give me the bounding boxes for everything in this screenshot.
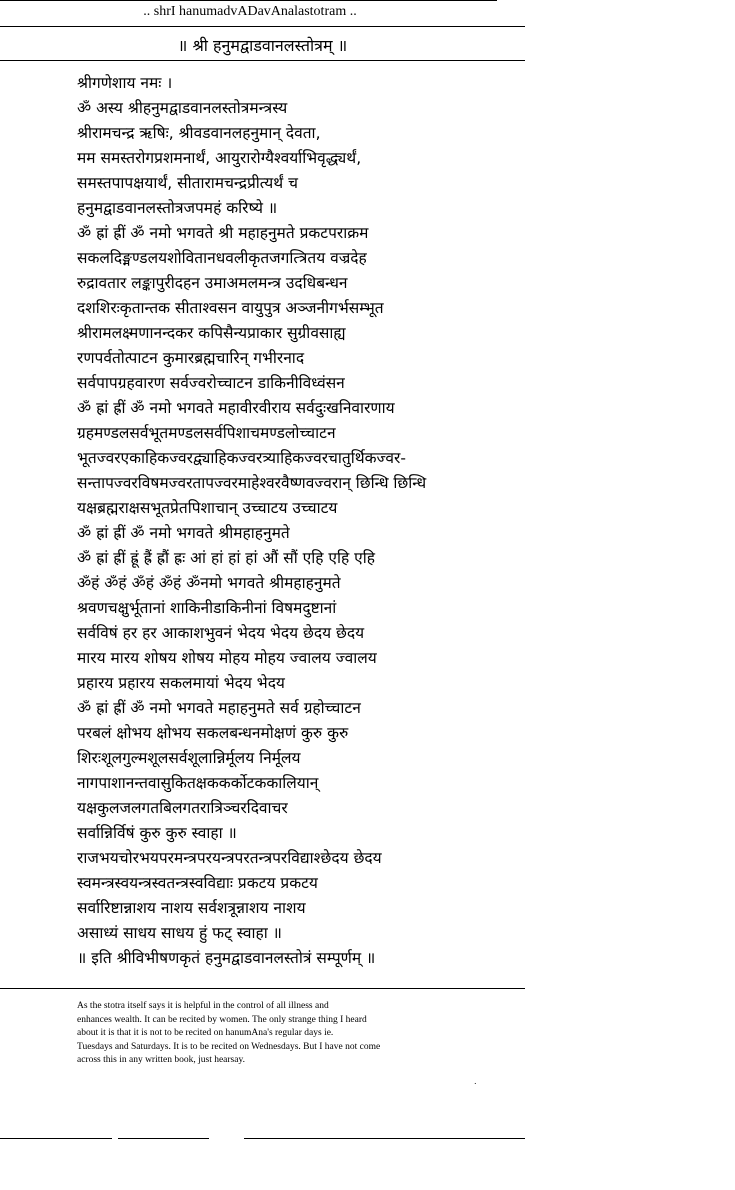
verse-line: ॐ ह्रां ह्रीं ॐ नमो भगवते श्री महाहनुमते प्रकटपराक्रम [77,224,369,242]
verse-line: श्रीरामलक्ष्मणानन्दकर कपिसैन्यप्राकार सुग्रीवसाह्य [77,324,346,342]
verse-line: श्रीगणेशाय नमः । [77,74,173,92]
top-rule [0,0,497,1]
header-rule-lower [0,60,525,61]
verse-line: सर्वान्निर्विषं कुरु कुरु स्वाहा ॥ [77,824,237,842]
end-mark: . [474,1077,477,1086]
verse-line: यक्षब्रह्मराक्षसभूतप्रेतपिशाचान् उच्चाटय उच्चाटय [77,499,338,517]
verse-line: शिरःशूलगुल्मशूलसर्वशूलान्निर्मूलय निर्मूलय [77,749,301,767]
verse-line: परबलं क्षोभय क्षोभय सकलबन्धनमोक्षणं कुरु कुरु [77,724,349,742]
bottom-rule-1 [0,1138,112,1139]
verse-line: रुद्रावतार लङ्कापुरीदहन उमाअमलमन्त्र उदधिबन्धन [77,274,348,292]
verse-line: ॐहं ॐहं ॐहं ॐहं ॐनमो भगवते श्रीमहाहनुमते [77,574,341,592]
verse-line: हनुमद्वाडवानलस्तोत्रजपमहं करिष्ये ॥ [77,199,278,217]
footnote [77,1000,477,1068]
footnote-rule [0,988,525,989]
verse-line: ॐ ह्रां ह्रीं ॐ नमो भगवते महावीरवीराय सर्वदुःखनिवारणाय [77,399,395,417]
page-title: ॥ श्री हनुमद्वाडवानलस्तोत्रम् ॥ [177,36,348,55]
verse-line: सन्तापज्वरविषमज्वरतापज्वरमाहेश्वरवैष्णवज्वरान् छिन्धि छिन्धि [77,474,427,492]
verse-line: सर्वारिष्टान्नाशय नाशय सर्वशत्रून्नाशय नाशय [77,899,306,917]
verse-line: ॐ अस्य श्रीहनुमद्वाडवानलस्तोत्रमन्त्रस्य [77,99,288,117]
verse-line: ॐ ह्रां ह्रीं ॐ नमो भगवते श्रीमहाहनुमते [77,524,290,542]
bottom-rule-2 [118,1138,209,1139]
verse-line: मारय मारय शोषय शोषय मोहय मोहय ज्वालय ज्वालय [77,649,377,667]
verse-line: ॐ ह्रां ह्रीं ॐ नमो भगवते महाहनुमते सर्व ग्रहोच्चाटन [77,699,361,717]
footnote-line: Tuesdays and Saturdays. It is to be recited on Wednesdays. But I have not come [77,1041,381,1052]
verse-line: ॐ ह्रां ह्रीं ह्रूं ह्रैं ह्रौं ह्रः आं हां हां हां औं सौं एहि एहि एहि [77,549,375,567]
verse-line: सर्वपापग्रहवारण सर्वज्वरोच्चाटन डाकिनीविध्वंसन [77,374,345,392]
verse-line: दशशिरःकृतान्तक सीताश्वसन वायुपुत्र अञ्जनीगर्भसम्भूत [77,299,384,317]
verse-line: सकलदिङ्मण्डलयशोवितानधवलीकृतजगत्त्रितय वज्रदेह [77,249,367,267]
footnote-line: As the stotra itself says it is helpful in the control of all illness and [77,1001,329,1011]
verse-line: ग्रहमण्डलसर्वभूतमण्डलसर्वपिशाचमण्डलोच्चाटन [77,424,336,442]
bottom-rule-3 [244,1138,525,1139]
verse-line: श्रवणचक्षुर्भूतानां शाकिनीडाकिनीनां विषमदुष्टानां [77,599,337,617]
verse-line: राजभयचोरभयपरमन्त्रपरयन्त्रपरतन्त्रपरविद्याश्छेदय छेदय [77,849,382,867]
verse-line: समस्तपापक्षयार्थं, सीतारामचन्द्रप्रीत्यर्थं च [77,174,298,192]
stotra-text [77,71,727,971]
footnote-line: enhances wealth. It can be recited by women. The only strange thing I heard [77,1014,367,1025]
footnote-line: about it is that it is not to be recited on hanumAna's regular days ie. [77,1028,334,1039]
footnote-line: across this in any written book, just hearsay. [77,1055,245,1066]
verse-line: रणपर्वतोत्पाटन कुमारब्रह्मचारिन् गभीरनाद [77,349,305,367]
verse-line: नागपाशानन्तवासुकितक्षककर्कोटककालियान् [77,774,319,792]
verse-line: असाध्यं साधय साधय हुं फट् स्वाहा ॥ [77,924,282,942]
verse-line: स्वमन्त्रस्वयन्त्रस्वतन्त्रस्वविद्याः प्रकटय प्रकटय [77,874,318,892]
verse-line: मम समस्तरोगप्रशमनार्थं, आयुरारोग्यैश्वर्याभिवृद्ध्यर्थं, [77,149,362,167]
verse-line: यक्षकुलजलगतबिलगतरात्रिञ्चरदिवाचर [77,799,288,817]
verse-line: भूतज्वरएकाहिकज्वरद्व्याहिकज्वरत्र्याहिकज्वरचातुर्थिकज्वर- [77,449,406,467]
verse-line: प्रहारय प्रहारय सकलमायां भेदय भेदय [77,674,285,692]
verse-line: श्रीरामचन्द्र ऋषिः, श्रीवडवानलहनुमान् देवता, [77,124,321,142]
verse-line: ॥ इति श्रीविभीषणकृतं हनुमद्वाडवानलस्तोत्रं सम्पूर्णम् ॥ [77,949,376,967]
running-head: .. shrI hanumadvADavAnalastotram .. [143,4,357,19]
header-rule-upper [0,26,525,27]
verse-line: सर्वविषं हर हर आकाशभुवनं भेदय भेदय छेदय छेदय [77,624,365,642]
